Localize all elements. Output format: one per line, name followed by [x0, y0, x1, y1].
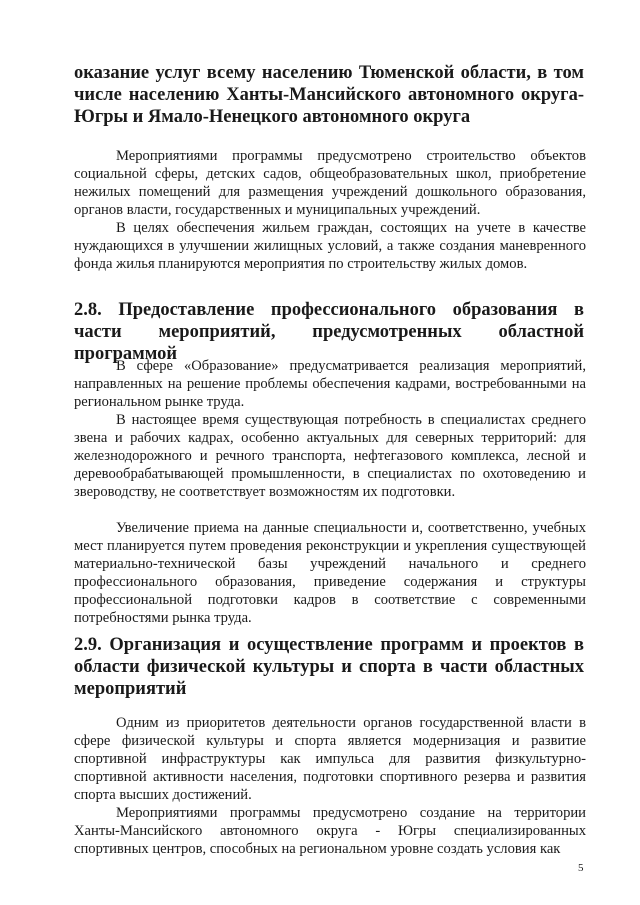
- section-heading-2-9: 2.9. Организация и осуществление программ и проектов в области физической культуры и спорта в части областных мероприятий: [74, 635, 584, 699]
- page-number: 5: [578, 862, 584, 874]
- paragraph: В сфере «Образование» предусматривается реализация мероприятий, направленных на решение проблемы обеспечения кадрами, востребованными на региональном рынке труда.: [74, 358, 586, 410]
- paragraph: Мероприятиями программы предусмотрено создание на территории Ханты-Мансийского автономного округа - Югры специализированных спортивных центров, способных на региональном уровне создать условия как: [74, 805, 586, 857]
- paragraph: В целях обеспечения жильем граждан, состоящих на учете в качестве нуждающихся в улучшении жилищных условий, а также создания маневренного фонда жилья планируются мероприятия по строительству жилых домов.: [74, 220, 586, 272]
- paragraph: Одним из приоритетов деятельности органов государственной власти в сфере физической культуры и спорта является модернизация и развитие спортивной инфраструктуры как импульса для развития физкультурно-спортивной активности населения, подготовки спортивного резерва и развития спорта высших достижений.: [74, 715, 586, 803]
- paragraph: В настоящее время существующая потребность в специалистах среднего звена и рабочих кадрах, особенно актуальных для северных территорий: для железнодорожного и речного транспорта, нефтегазового комплекса, лесной и деревообрабатывающей промышленности, в специалистах по охотоведению и звероводству, не соответствует возможностям их подготовки.: [74, 412, 586, 500]
- paragraph: Мероприятиями программы предусмотрено строительство объектов социальной сферы, детских садов, общеобразовательных школ, приобретение нежилых помещений для размещения учреждений дошкольного образования, органов власти, государственных и муниципальных учреждений.: [74, 148, 586, 218]
- section-heading-2-8: 2.8. Предоставление профессионального образования в части мероприятий, предусмотренных областной программой: [74, 300, 584, 364]
- section-heading-continued: оказание услуг всему населению Тюменской области, в том числе населению Ханты-Мансийского автономного округа-Югры и Ямало-Ненецкого автономного округа: [74, 63, 584, 127]
- paragraph: Увеличение приема на данные специальности и, соответственно, учебных мест планируется путем проведения реконструкции и укрепления существующей материально-технической базы учреждений начального и среднего профессионального образования, приведение содержания и структуры профессиональной подготовки кадров в соответствие с современными потребностями рынка труда.: [74, 520, 586, 626]
